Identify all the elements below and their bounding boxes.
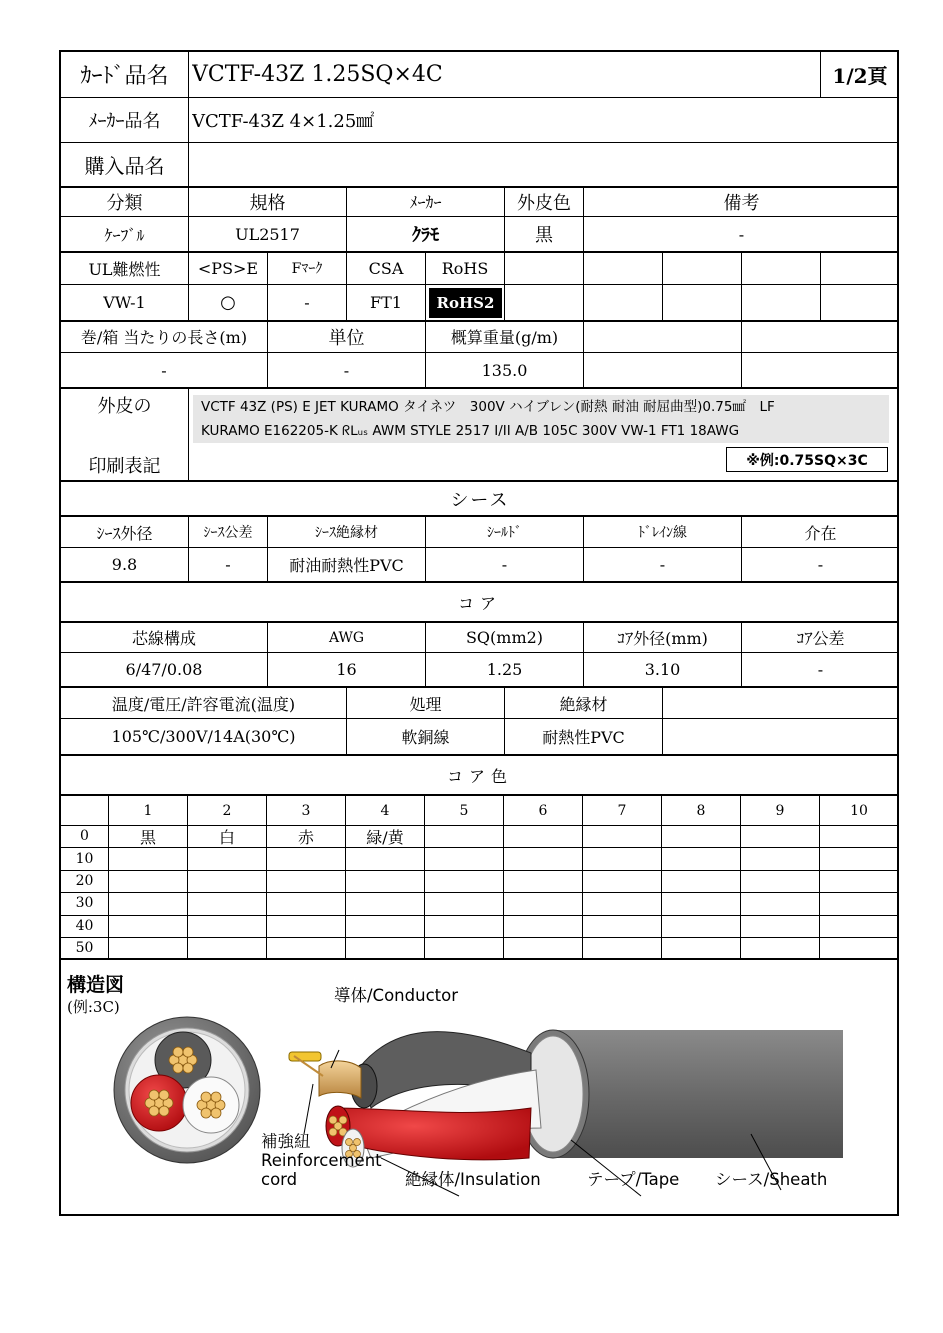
conductor-label: 導体/Conductor <box>334 986 458 1005</box>
sheath-header-0: ｼｰｽ外径 <box>96 523 153 543</box>
sheath-header-3: ｼｰﾙﾄﾞ <box>487 525 522 541</box>
reinforcement-label-en2: cord <box>261 1170 298 1189</box>
print-label-top: 外皮の <box>97 396 152 417</box>
weight-header-1: 単位 <box>328 327 365 349</box>
cert-header-3: CSA <box>368 258 404 278</box>
rohs-badge: RoHS2 <box>429 288 502 318</box>
core-color-cell <box>820 825 898 847</box>
sheath-value-3: - <box>501 555 508 574</box>
cert-value-3: FT1 <box>370 293 402 312</box>
weight-value-0: - <box>161 360 167 380</box>
class-value-0: ｹｰﾌﾞﾙ <box>104 225 145 245</box>
insulation-label: 絶縁体/Insulation <box>405 1170 541 1189</box>
core-color-cell <box>583 825 661 847</box>
core-color-col-5: 5 <box>459 802 469 819</box>
core-value-0: 6/47/0.08 <box>125 660 203 679</box>
cert-value-0: VW-1 <box>103 293 146 312</box>
maker-name-value: VCTF-43Z 4×1.25㎟ <box>192 111 375 132</box>
core-value2-2: 耐熱性PVC <box>542 728 625 747</box>
print-example: ※例:0.75SQ×3C <box>726 447 888 472</box>
core-color-cell: 赤 <box>297 827 314 847</box>
sheath-value-4: - <box>659 555 666 574</box>
purchase-name-label: 購入品名 <box>84 154 165 178</box>
purchase-name-value <box>192 143 792 186</box>
reinforcement-label <box>261 1132 382 1189</box>
core-color-col-2: 2 <box>222 802 232 819</box>
class-value-3: 黒 <box>535 225 553 246</box>
print-label-bottom: 印刷表記 <box>88 456 161 477</box>
class-value-4: - <box>738 224 745 244</box>
page-number: 1/2頁 <box>832 63 888 88</box>
core-value-3: 3.10 <box>644 660 681 679</box>
core-color-cell <box>741 825 819 847</box>
weight-header-2: 概算重量(g/m) <box>450 328 559 347</box>
print-line-1: VCTF 43Z (PS) E JET KURAMO タイネツ 300V ハイブレン(耐熱 耐油 耐屈曲型)0.75㎟ LF <box>201 399 775 415</box>
tape-label: テープ/Tape <box>587 1170 680 1189</box>
core-color-row-label: 40 <box>75 917 94 934</box>
core-color-col-7: 7 <box>617 802 627 819</box>
print-text <box>193 395 889 443</box>
core-color-cell <box>662 825 740 847</box>
core-header2-2: 絶縁材 <box>559 694 608 714</box>
core-color-cell: 緑/黄 <box>366 827 404 847</box>
class-value-1: UL2517 <box>235 224 300 244</box>
core-color-col-8: 8 <box>696 802 706 819</box>
structure-title: 構造図 <box>67 974 125 996</box>
weight-value-1: - <box>343 360 350 380</box>
core-color-col-4: 4 <box>380 802 390 819</box>
core-color-col-10: 10 <box>850 802 868 819</box>
core-value-1: 16 <box>336 660 357 679</box>
core-color-row-label: 0 <box>80 828 89 845</box>
core-title: コア <box>457 593 502 613</box>
sheath-label: シース/Sheath <box>715 1170 828 1189</box>
core-color-col-1: 1 <box>143 802 153 819</box>
core-value2-1: 軟銅線 <box>401 728 450 747</box>
maker-name-label: ﾒｰｶｰ品名 <box>88 111 161 132</box>
cert-value-2: - <box>304 293 310 312</box>
reinforcement-label-jp: 補強紐 <box>261 1132 311 1151</box>
cert-header-1: <PS>E <box>197 258 259 278</box>
core-header-3: ｺｱ外径(mm) <box>617 629 708 648</box>
core-color-cell <box>504 825 582 847</box>
core-color-cell: 白 <box>218 827 235 847</box>
core-header-1: AWG <box>328 629 365 646</box>
cert-header-4: RoHS <box>441 258 489 278</box>
sheath-header-1: ｼｰｽ公差 <box>203 525 253 541</box>
sheath-header-4: ﾄﾞﾚｲﾝ線 <box>638 525 687 541</box>
class-header-1: 規格 <box>249 192 286 214</box>
core-value-2: 1.25 <box>486 660 523 679</box>
sheath-value-2: 耐油耐熱性PVC <box>289 556 404 575</box>
sheath-header-2: ｼｰｽ絶縁材 <box>315 525 378 541</box>
weight-header-0: 巻/箱 当たりの長さ(m) <box>80 328 248 347</box>
cert-header-0: UL難燃性 <box>88 259 161 279</box>
core-color-col-9: 9 <box>775 802 785 819</box>
sheath-header-5: 介在 <box>804 523 837 543</box>
sheath-title: シース <box>450 489 510 511</box>
core-value-4: - <box>817 660 824 679</box>
print-line-2: KURAMO E162205-K ᖇᒪᵤₛ AWM STYLE 2517 I/II A/B 105C 300V VW-1 FT1 18AWG <box>201 423 740 439</box>
core-color-row-label: 50 <box>75 940 94 957</box>
cert-value-1: ○ <box>220 292 236 313</box>
core-color-cell <box>425 825 503 847</box>
core-color-title: コア色 <box>446 766 513 786</box>
core-color-col-6: 6 <box>538 802 548 819</box>
core-color-cell: 黒 <box>139 827 156 847</box>
spec-sheet <box>59 50 899 1216</box>
card-name-value: VCTF-43Z 1.25SQ×4C <box>192 61 443 87</box>
sheath-value-0: 9.8 <box>111 555 138 574</box>
core-header-0: 芯線構成 <box>131 629 196 648</box>
class-header-3: 外皮色 <box>517 192 571 214</box>
sheath-value-1: - <box>225 555 231 574</box>
class-header-2: ﾒｰｶｰ <box>409 193 442 212</box>
core-header-2: SQ(mm2) <box>465 628 544 647</box>
class-header-0: 分類 <box>106 192 143 214</box>
cross-section-icon <box>114 1017 260 1163</box>
sheath-value-5: - <box>817 555 824 574</box>
card-name-label: ｶｰﾄﾞ品名 <box>80 63 169 89</box>
core-color-row-label: 10 <box>75 850 94 867</box>
class-header-4: 備考 <box>723 192 760 214</box>
core-header2-0: 温度/電圧/許容電流(温度) <box>111 694 296 714</box>
core-color-col-3: 3 <box>301 802 311 819</box>
class-value-2: ｸﾗﾓ <box>412 225 439 246</box>
core-header-4: ｺｱ公差 <box>796 629 845 648</box>
reinforcement-label-en1: Reinforcement <box>261 1151 382 1170</box>
structure-example: (例:3C) <box>67 998 120 1016</box>
core-color-row-label: 30 <box>75 895 94 912</box>
core-value2-0: 105℃/300V/14A(30℃) <box>111 727 296 746</box>
cert-header-2: Fﾏｰｸ <box>291 261 323 277</box>
core-header2-1: 処理 <box>409 694 442 714</box>
core-color-row-label: 20 <box>75 872 94 889</box>
weight-value-2: 135.0 <box>481 360 528 380</box>
